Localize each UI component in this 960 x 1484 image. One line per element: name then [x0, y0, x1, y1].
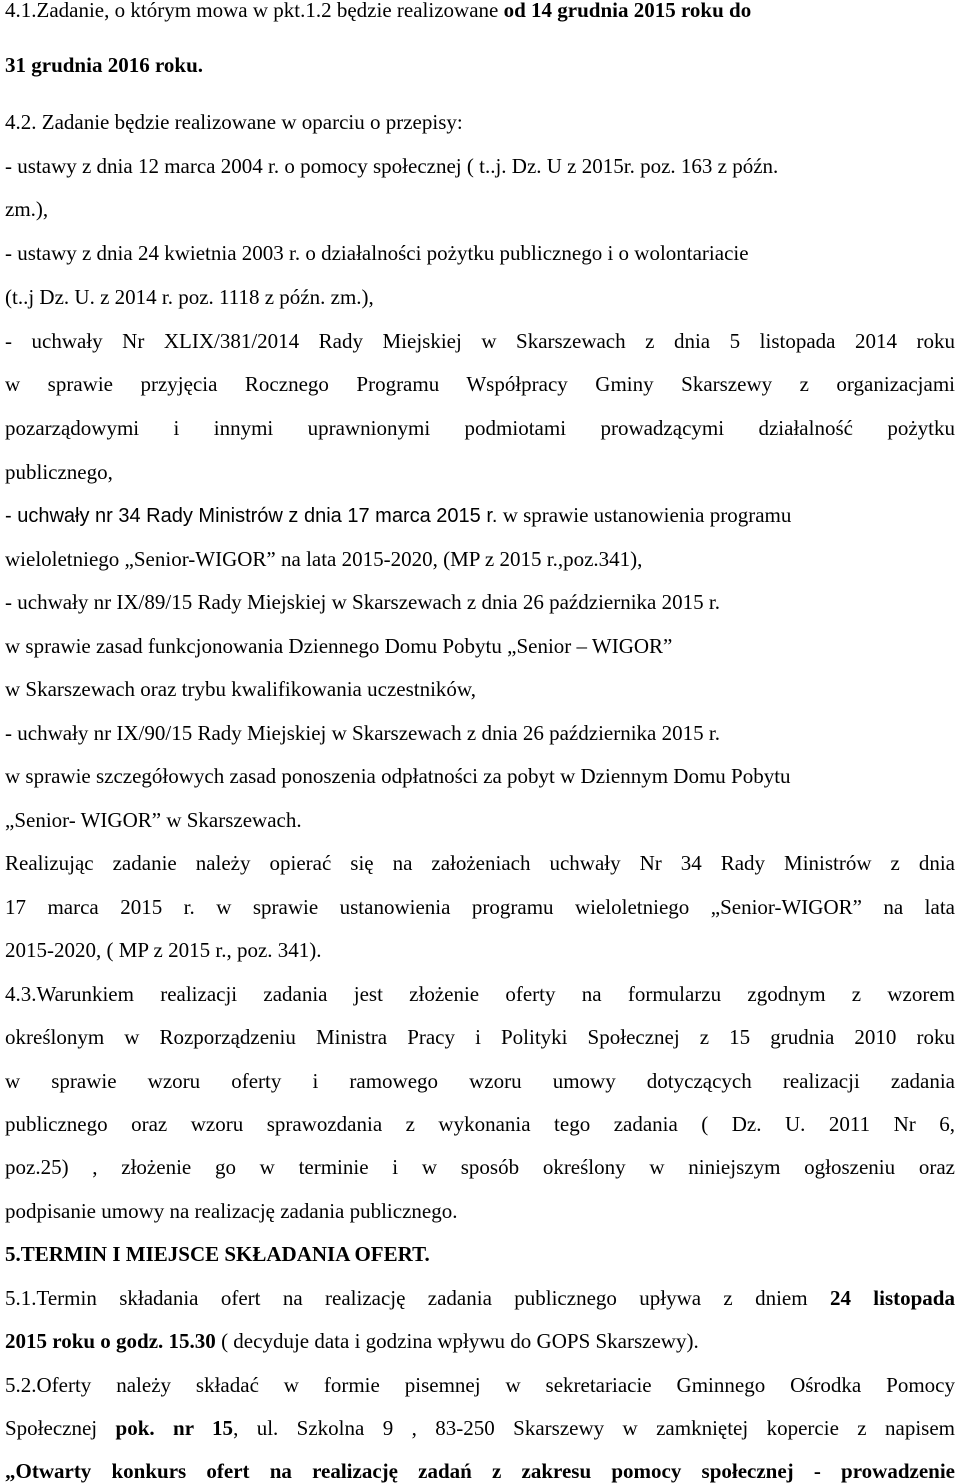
text-line: poz.25) , złożenie go w terminie i w sposób określony w niniejszym ogłoszeniu oraz — [5, 1155, 955, 1179]
text-line: 5.2.Oferty należy składać w formie pisemnej w sekretariacie Gminnego Ośrodka Pomocy — [5, 1373, 955, 1397]
text-line: 31 grudnia 2016 roku. — [5, 53, 203, 77]
text-line: Społecznej pok. nr 15, ul. Szkolna 9 , 83-250 Skarszewy w zamkniętej kopercie z napisem — [5, 1416, 955, 1440]
section-heading: 5.TERMIN I MIEJSCE SKŁADANIA OFERT. — [5, 1242, 430, 1266]
text-line: publicznego oraz wzoru sprawozdania z wykonania tego zadania ( Dz. U. 2011 Nr 6, — [5, 1112, 955, 1136]
text-line: w sprawie zasad funkcjonowania Dziennego Domu Pobytu „Senior – WIGOR” — [5, 634, 673, 658]
text-line: - ustawy z dnia 12 marca 2004 r. o pomocy społecznej ( t..j. Dz. U z 2015r. poz. 163 z późn. — [5, 154, 779, 178]
text-line: 5.1.Termin składania ofert na realizację zadania publicznego upływa z dniem 24 listopada — [5, 1286, 955, 1310]
text-line: zm.), — [5, 197, 49, 221]
text-line: - uchwały Nr XLIX/381/2014 Rady Miejskiej w Skarszewach z dnia 5 listopada 2014 roku — [5, 329, 955, 353]
text-line: - ustawy z dnia 24 kwietnia 2003 r. o działalności pożytku publicznego i o wolontariacie — [5, 241, 749, 265]
text-line: w sprawie przyjęcia Rocznego Programu Współpracy Gminy Skarszewy z organizacjami — [5, 372, 955, 396]
text-line: 17 marca 2015 r. w sprawie ustanowienia programu wieloletniego „Senior-WIGOR” na lata — [5, 895, 955, 919]
text-line: publicznego, — [5, 460, 113, 484]
text-line: podpisanie umowy na realizację zadania publicznego. — [5, 1199, 458, 1223]
text-line: - uchwały nr IX/89/15 Rady Miejskiej w Skarszewach z dnia 26 października 2015 r. — [5, 590, 720, 614]
text-line: 2015 roku o godz. 15.30 ( decyduje data i godzina wpływu do GOPS Skarszewy). — [5, 1329, 699, 1353]
text-line: (t..j Dz. U. z 2014 r. poz. 1118 z późn. zm.), — [5, 285, 374, 309]
text-line: - uchwały nr 34 Rady Ministrów z dnia 17 marca 2015 r. w sprawie ustanowienia programu — [5, 503, 792, 527]
text-line: wieloletniego „Senior-WIGOR” na lata 2015-2020, (MP z 2015 r.,poz.341), — [5, 547, 643, 571]
text-line: 2015-2020, ( MP z 2015 r., poz. 341). — [5, 938, 322, 962]
text-line: w Skarszewach oraz trybu kwalifikowania uczestników, — [5, 677, 476, 701]
text-line: pozarządowymi i innymi uprawnionymi podmiotami prowadzącymi działalność pożytku — [5, 416, 955, 440]
text-line: „Otwarty konkurs ofert na realizację zadań z zakresu pomocy społecznej - prowadzenie — [5, 1459, 955, 1483]
text-line: określonym w Rozporządzeniu Ministra Pracy i Polityki Społecznej z 15 grudnia 2010 roku — [5, 1025, 955, 1049]
text-line: „Senior- WIGOR” w Skarszewach. — [5, 808, 302, 832]
text-line: - uchwały nr IX/90/15 Rady Miejskiej w Skarszewach z dnia 26 października 2015 r. — [5, 721, 720, 745]
text-line: 4.1.Zadanie, o którym mowa w pkt.1.2 będzie realizowane od 14 grudnia 2015 roku do — [5, 0, 752, 22]
text-line: 4.2. Zadanie będzie realizowane w oparciu o przepisy: — [5, 110, 463, 134]
text-line: 4.3.Warunkiem realizacji zadania jest złożenie oferty na formularzu zgodnym z wzorem — [5, 982, 955, 1006]
text-line: Realizując zadanie należy opierać się na założeniach uchwały Nr 34 Rady Ministrów z dnia — [5, 851, 955, 875]
text-line: w sprawie wzoru oferty i ramowego wzoru umowy dotyczących realizacji zadania — [5, 1069, 955, 1093]
text-line: w sprawie szczegółowych zasad ponoszenia odpłatności za pobyt w Dziennym Domu Pobytu — [5, 764, 791, 788]
